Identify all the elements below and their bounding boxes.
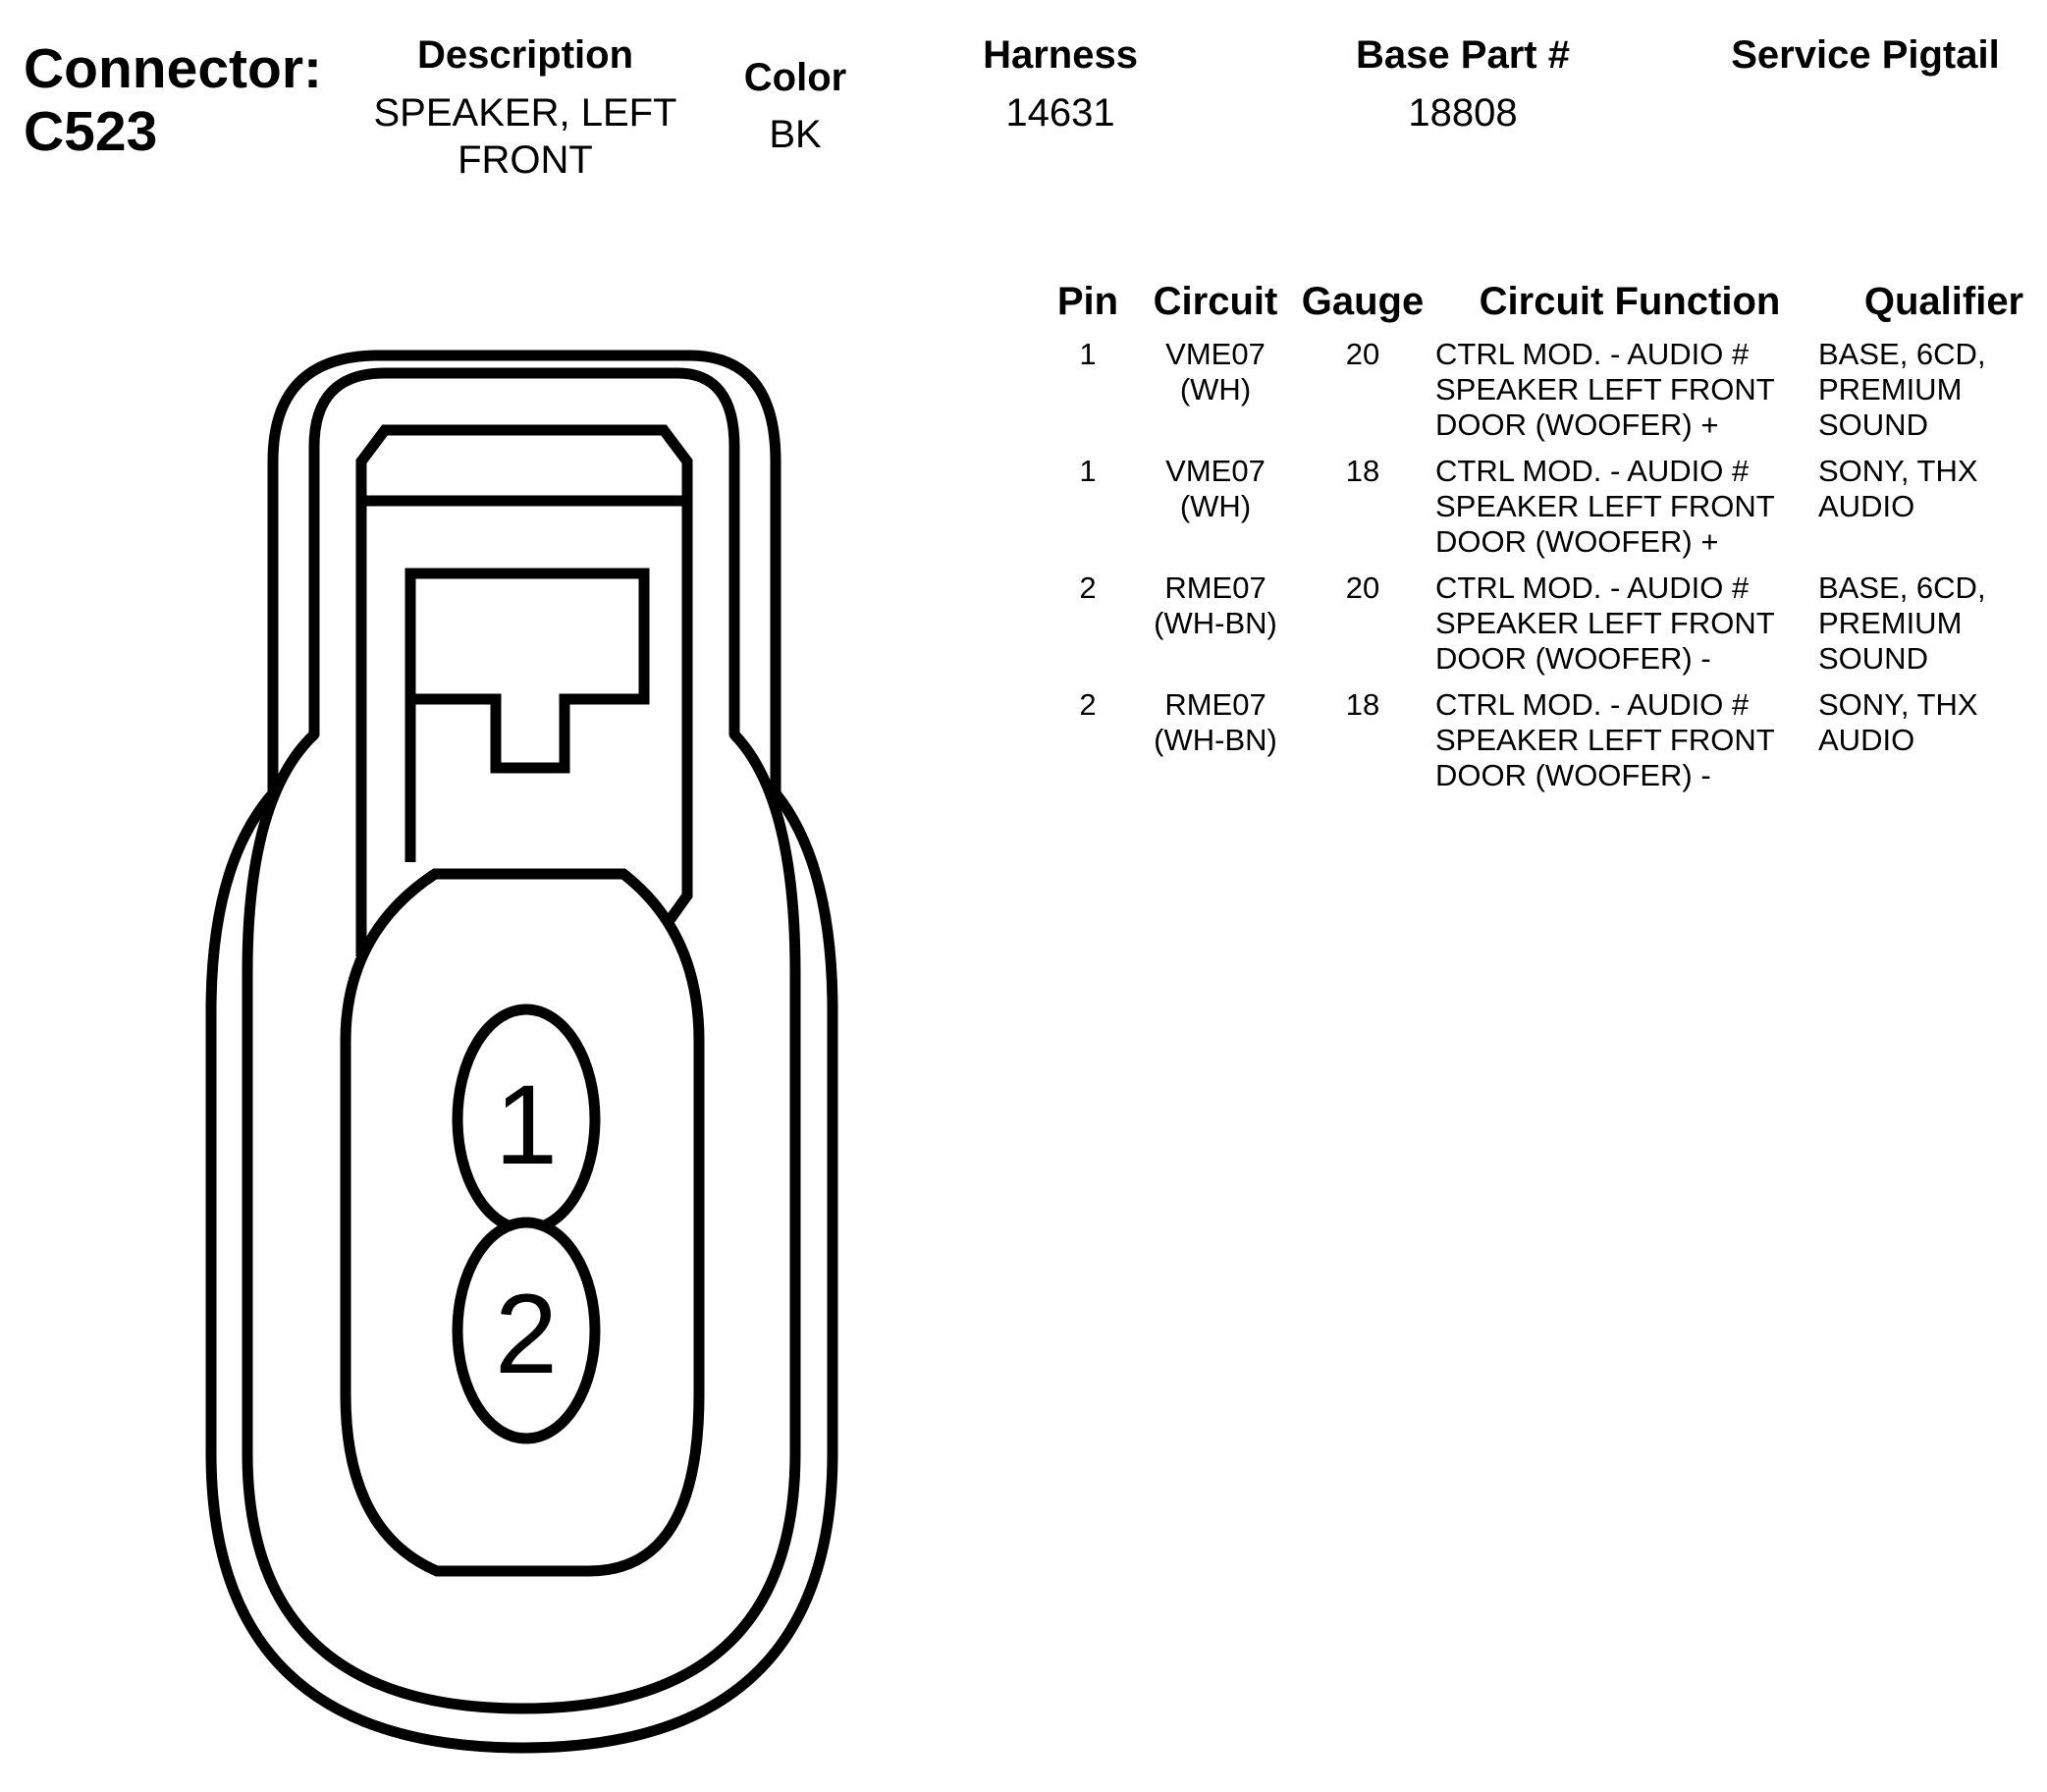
description-line-1: SPEAKER, LEFT xyxy=(373,91,677,135)
gauge-cell: 20 xyxy=(1345,337,1380,371)
pin-cell: 1 xyxy=(1079,454,1097,488)
function-line: CTRL MOD. - AUDIO # xyxy=(1435,687,1750,722)
base-part-value: 18808 xyxy=(1408,91,1518,135)
table-header-qualifier: Qualifier xyxy=(1863,280,2024,323)
function-line: SPEAKER LEFT FRONT xyxy=(1435,606,1775,640)
gauge-cell: 18 xyxy=(1345,454,1380,488)
qualifier-line: AUDIO xyxy=(1818,489,1915,523)
function-cell xyxy=(1435,687,1808,793)
function-cell xyxy=(1435,570,1808,677)
connector-label: Connector: xyxy=(24,37,322,100)
qualifier-cell xyxy=(1818,337,2042,443)
circuit-cell xyxy=(1137,454,1294,524)
pin-2-label: 2 xyxy=(495,1272,558,1397)
circuit-code: RME07 xyxy=(1164,570,1266,605)
function-line: DOOR (WOOFER) - xyxy=(1435,641,1711,676)
function-line: DOOR (WOOFER) + xyxy=(1435,524,1719,559)
circuit-code: VME07 xyxy=(1165,337,1266,371)
function-line: SPEAKER LEFT FRONT xyxy=(1435,372,1775,407)
qualifier-line: AUDIO xyxy=(1818,723,1915,757)
qualifier-line: SONY, THX xyxy=(1818,454,1978,488)
qualifier-cell xyxy=(1818,687,2042,758)
circuit-cell xyxy=(1137,687,1294,758)
circuit-code: RME07 xyxy=(1164,687,1266,722)
function-line: DOOR (WOOFER) - xyxy=(1435,758,1711,792)
base-part-header: Base Part # xyxy=(1356,33,1570,77)
function-line: DOOR (WOOFER) + xyxy=(1435,407,1719,442)
connector-face-diagram xyxy=(0,0,884,1792)
circuit-cell xyxy=(1137,570,1294,641)
qualifier-line: BASE, 6CD, xyxy=(1818,570,1986,605)
function-line: CTRL MOD. - AUDIO # xyxy=(1435,454,1750,488)
function-line: SPEAKER LEFT FRONT xyxy=(1435,489,1775,523)
table-header-pin: Pin xyxy=(1056,280,1119,323)
qualifier-line: SONY, THX xyxy=(1818,687,1978,722)
function-line: SPEAKER LEFT FRONT xyxy=(1435,723,1775,757)
qualifier-line: SOUND xyxy=(1818,641,1928,676)
circuit-color: (WH-BN) xyxy=(1154,723,1277,757)
pin-cell: 2 xyxy=(1079,687,1097,722)
connector-id: C523 xyxy=(24,100,158,163)
pin-1-label: 1 xyxy=(495,1062,558,1188)
qualifier-line: PREMIUM xyxy=(1818,372,1963,407)
circuit-cell xyxy=(1137,337,1294,407)
function-line: CTRL MOD. - AUDIO # xyxy=(1435,570,1750,605)
harness-header: Harness xyxy=(983,33,1138,77)
harness-value: 14631 xyxy=(1005,91,1115,135)
qualifier-line: PREMIUM xyxy=(1818,606,1963,640)
qualifier-line: BASE, 6CD, xyxy=(1818,337,1986,371)
function-line: CTRL MOD. - AUDIO # xyxy=(1435,337,1750,371)
table-header-function: Circuit Function xyxy=(1479,280,1781,323)
circuit-code: VME07 xyxy=(1165,454,1266,488)
function-cell xyxy=(1435,454,1808,560)
gauge-cell: 20 xyxy=(1345,570,1380,605)
circuit-color: (WH) xyxy=(1179,372,1252,407)
table-header-circuit: Circuit xyxy=(1153,280,1278,323)
pin-cell: 2 xyxy=(1079,570,1097,605)
table-header-gauge: Gauge xyxy=(1301,280,1425,323)
function-cell xyxy=(1435,337,1808,443)
circuit-color: (WH-BN) xyxy=(1154,606,1277,640)
description-line-2: FRONT xyxy=(458,138,593,182)
pin-cell: 1 xyxy=(1079,337,1097,371)
service-pigtail-header: Service Pigtail xyxy=(1731,33,2000,77)
circuit-color: (WH) xyxy=(1179,489,1252,523)
gauge-cell: 18 xyxy=(1345,687,1380,722)
description-header: Description xyxy=(416,33,634,77)
qualifier-line: SOUND xyxy=(1818,407,1928,442)
qualifier-cell xyxy=(1818,454,2042,524)
qualifier-cell xyxy=(1818,570,2042,677)
color-header: Color xyxy=(743,56,847,99)
color-value: BK xyxy=(769,113,822,156)
